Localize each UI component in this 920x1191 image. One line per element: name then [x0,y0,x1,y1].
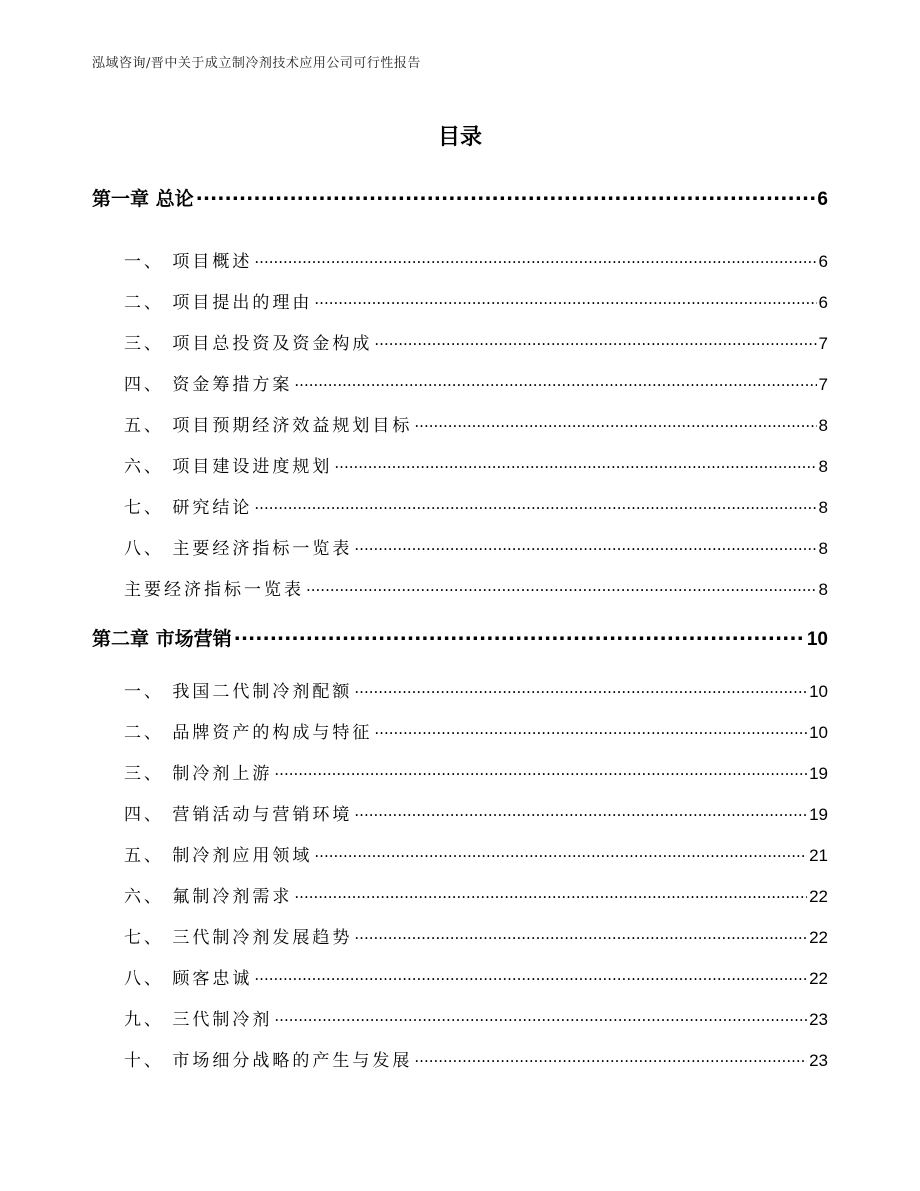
toc-entry-label: 主要经济指标一览表 [124,580,304,600]
toc-entry[interactable] [124,493,828,518]
dot-leader [306,578,817,595]
toc-entry[interactable] [124,288,828,313]
dot-leader [414,1049,807,1066]
toc-entry[interactable] [124,677,828,702]
toc-entry[interactable] [124,964,828,989]
toc-entry-label: 六、 项目建设进度规划 [124,457,333,477]
toc-page-number: 10 [809,723,828,742]
dot-leader [414,414,816,431]
toc-entry-label: 一、 项目概述 [124,252,253,272]
toc-page-number: 6 [818,293,828,312]
dot-leader [314,844,807,861]
toc-page-number: 8 [818,416,828,435]
dot-leader [254,967,807,984]
dot-leader [254,250,816,267]
dot-leader [294,885,807,902]
toc-entry-label: 五、 制冷剂应用领域 [124,846,313,866]
toc-entry[interactable] [124,1046,828,1071]
toc-page-number: 7 [818,334,828,353]
toc-entry[interactable] [124,575,828,600]
toc-entry-label: 四、 营销活动与营销环境 [124,805,353,825]
dot-leader [294,373,816,390]
dot-leader [254,496,816,513]
toc-entry-label: 八、 主要经济指标一览表 [124,539,353,559]
toc-entry-label: 七、 研究结论 [124,498,253,518]
toc-page-number: 22 [809,969,828,988]
running-header: 泓域咨询/晋中关于成立制冷剂技术应用公司可行性报告 [92,56,421,71]
toc-page-number: 23 [809,1051,828,1070]
toc-page-number: 19 [809,764,828,783]
dot-leader [354,926,807,943]
toc-entry[interactable] [124,718,828,743]
dot-leader [354,803,807,820]
toc-entry-label: 十、 市场细分战略的产生与发展 [124,1051,413,1071]
toc-page-number: 8 [818,498,828,517]
dot-leader [354,680,807,697]
dot-leader [274,1008,807,1025]
toc-chapter-2[interactable] [92,624,828,651]
toc-entry[interactable] [124,534,828,559]
dot-leader [196,186,816,205]
toc-page-number: 21 [809,846,828,865]
toc-entry[interactable] [124,329,828,354]
toc-entry-label: 三、 项目总投资及资金构成 [124,334,373,354]
toc-entry[interactable] [124,370,828,395]
toc-entry-label: 四、 资金筹措方案 [124,375,293,395]
dot-leader [354,537,816,554]
dot-leader [374,721,807,738]
toc-entry[interactable] [124,411,828,436]
toc-page-number: 8 [818,580,828,599]
toc-entry-label: 一、 我国二代制冷剂配额 [124,682,353,702]
dot-leader [374,332,816,349]
toc-page-number: 22 [809,928,828,947]
toc-chapter-1[interactable] [92,184,828,211]
toc-entry[interactable] [124,759,828,784]
toc-entry-label: 六、 氟制冷剂需求 [124,887,293,907]
toc-entry-label: 八、 顾客忠诚 [124,969,253,989]
toc-page-number: 8 [818,457,828,476]
toc-entry[interactable] [124,923,828,948]
toc-entry[interactable] [124,800,828,825]
toc-page-number: 8 [818,539,828,558]
toc-entry-label: 二、 项目提出的理由 [124,293,313,313]
dot-leader [334,455,816,472]
toc-chapter-label: 第二章 市场营销 [92,628,232,650]
toc-entry-label: 二、 品牌资产的构成与特征 [124,723,373,743]
toc-title: 目录 [437,125,482,150]
toc-page-number: 23 [809,1010,828,1029]
toc-entry-label: 九、 三代制冷剂 [124,1010,273,1030]
toc-entry-label: 五、 项目预期经济效益规划目标 [124,416,413,436]
dot-leader [274,762,807,779]
toc-page-number: 10 [806,629,828,650]
toc-entry[interactable] [124,247,828,272]
toc-entry-label: 七、 三代制冷剂发展趋势 [124,928,353,948]
toc-page-number: 22 [809,887,828,906]
toc-page-number: 6 [818,252,828,271]
toc-page-number: 10 [809,682,828,701]
toc-entry[interactable] [124,452,828,477]
toc-page-number: 6 [817,189,828,210]
toc-chapter-label: 第一章 总论 [92,188,194,210]
toc-entry[interactable] [124,1005,828,1030]
toc-entry[interactable] [124,882,828,907]
toc-entry[interactable] [124,841,828,866]
toc-entry-label: 三、 制冷剂上游 [124,764,273,784]
toc-page-number: 19 [809,805,828,824]
toc-page-number: 7 [818,375,828,394]
dot-leader [234,626,805,645]
dot-leader [314,291,816,308]
